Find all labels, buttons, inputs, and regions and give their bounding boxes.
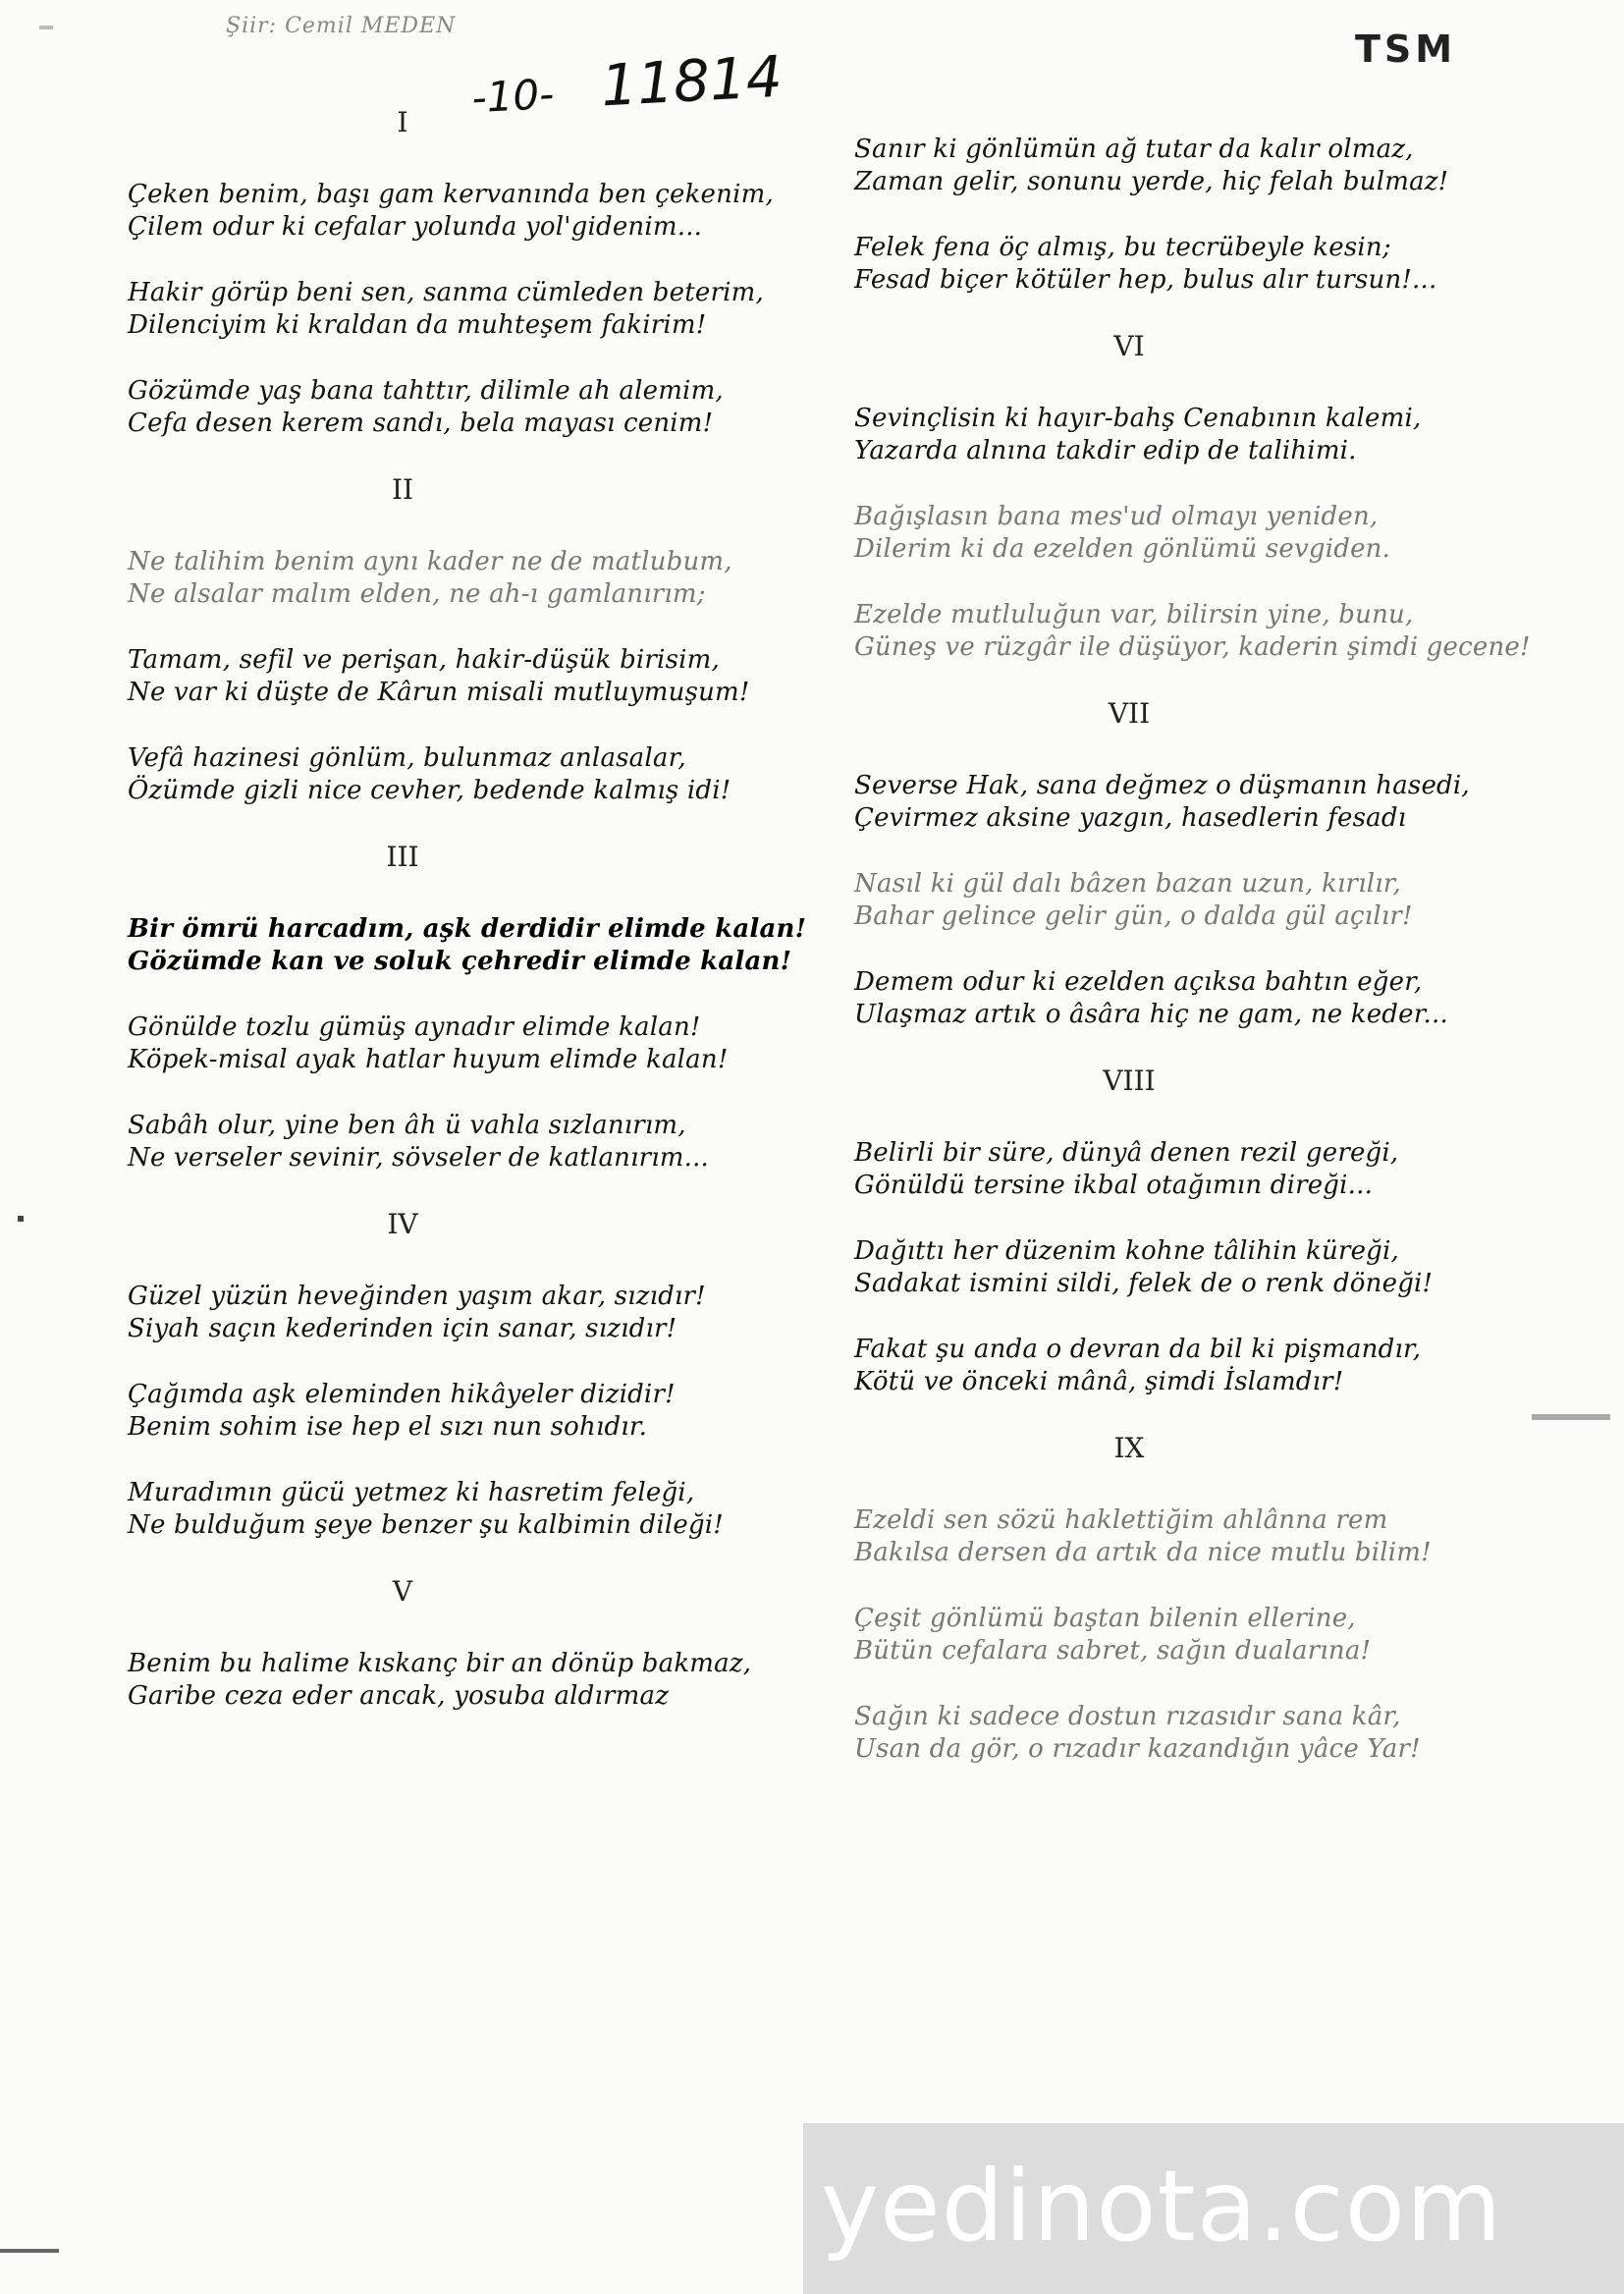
stanza bbox=[854, 1701, 1421, 1766]
left-column bbox=[128, 98, 807, 1746]
stanza bbox=[128, 1477, 724, 1542]
poem-section bbox=[128, 841, 807, 1174]
right-column bbox=[854, 98, 1531, 1799]
stanza bbox=[128, 546, 732, 611]
stanza bbox=[854, 868, 1413, 933]
verse-line: Ezelde mutluluğun var, bilirsin yine, bunu, bbox=[854, 600, 1414, 629]
handwritten-page-number: -10- bbox=[470, 69, 556, 123]
verse-line: Gözümde kan ve soluk çehredir elimde kalan! bbox=[128, 947, 792, 976]
section-numeral: VII bbox=[1108, 697, 1151, 730]
verse-line: Ne alsalar malım elden, ne ah-ı gamlanırım; bbox=[128, 579, 706, 609]
verse-line: Ne verseler sevinir, sövseler de katlanırım... bbox=[128, 1143, 710, 1173]
stanza bbox=[854, 232, 1437, 297]
verse-line: Hakir görüp beni sen, sanma cümleden beterim, bbox=[128, 278, 764, 307]
verse-line: Çilem odur ki cefalar yolunda yol'gidenim... bbox=[128, 212, 703, 242]
poem-section bbox=[854, 1432, 1432, 1766]
stanza bbox=[854, 403, 1422, 467]
verse-line: Güzel yüzün heveğinden yaşım akar, sızıdır! bbox=[128, 1282, 706, 1311]
poem-section bbox=[128, 106, 774, 440]
stanza bbox=[128, 913, 807, 978]
verse-line: Nasıl ki gül dalı bâzen bazan uzun, kırılır, bbox=[854, 869, 1401, 899]
section-numeral: II bbox=[391, 473, 414, 506]
verse-line: Belirli bir süre, dünyâ denen rezil gereği, bbox=[854, 1138, 1399, 1168]
section-numeral: V bbox=[392, 1575, 413, 1608]
verse-line: Çeşit gönlümü baştan bilenin ellerine, bbox=[854, 1604, 1356, 1633]
poem-section bbox=[854, 1065, 1434, 1398]
verse-line: Benim sohim ise hep el sızı nun sohıdır. bbox=[128, 1412, 648, 1442]
poem-section bbox=[854, 98, 1449, 297]
stanza bbox=[128, 1379, 677, 1444]
verse-line: Siyah saçın kederinden için sanar, sızıdır! bbox=[128, 1314, 677, 1343]
stanza bbox=[854, 770, 1470, 835]
verse-line: Zaman gelir, sonunu yerde, hiç felah bulmaz! bbox=[854, 167, 1449, 196]
verse-line: Sevinçlisin ki hayır-bahş Cenabının kalemi, bbox=[854, 404, 1422, 433]
verse-line: Dağıttı her düzenim kohne tâlihin küreği, bbox=[854, 1236, 1399, 1266]
stanza bbox=[128, 375, 724, 440]
verse-line: Severse Hak, sana değmez o düşmanın hasedi, bbox=[854, 771, 1470, 800]
stanza bbox=[128, 1011, 729, 1076]
verse-line: Çevirmez aksine yazgın, hasedlerin fesadı bbox=[854, 803, 1407, 833]
verse-line: Cefa desen kerem sandı, bela mayası cenim! bbox=[128, 409, 714, 438]
verse-line: Usan da gör, o rızadır kazandığın yâce Yar! bbox=[854, 1734, 1421, 1764]
verse-line: Vefâ hazinesi gönlüm, bulunmaz anlasalar, bbox=[128, 743, 686, 773]
stanza bbox=[128, 277, 764, 342]
section-numeral: VI bbox=[1113, 330, 1145, 362]
verse-line: Garibe ceza eder ancak, yosuba aldırmaz bbox=[128, 1681, 670, 1711]
verse-line: Gözümde yaş bana tahttır, dilimle ah alemim, bbox=[128, 376, 724, 406]
stanza bbox=[854, 1235, 1434, 1300]
verse-line: Ulaşmaz artık o âsâra hiç ne gam, ne keder... bbox=[854, 1000, 1448, 1029]
stanza bbox=[128, 1281, 706, 1345]
stanza bbox=[854, 1334, 1422, 1398]
verse-line: Fakat şu anda o devran da bil ki pişmandır, bbox=[854, 1335, 1422, 1364]
verse-line: Fesad biçer kötüler hep, bulus alır tursun!... bbox=[854, 265, 1437, 295]
header-code: TSM bbox=[1355, 27, 1457, 71]
verse-line: Felek fena öç almış, bu tecrübeyle kesin; bbox=[854, 233, 1391, 262]
poem-section bbox=[854, 330, 1531, 664]
poem-section bbox=[128, 1575, 752, 1713]
watermark-text: yedinota.com bbox=[821, 2149, 1503, 2264]
poem-section bbox=[854, 697, 1470, 1031]
verse-line: Köpek-misal ayak hatlar huyum elimde kalan! bbox=[128, 1045, 729, 1074]
stanza bbox=[128, 644, 750, 709]
stanza bbox=[854, 599, 1531, 664]
verse-line: Ne talihim benim aynı kader ne de matlubum, bbox=[128, 547, 732, 576]
stanza bbox=[854, 1603, 1404, 1667]
header-author: Şiir: Cemil MEDEN bbox=[226, 14, 457, 38]
stanza bbox=[854, 1504, 1432, 1569]
verse-line: Ezeldi sen sözü haklettiğim ahlânna rem bbox=[854, 1505, 1388, 1535]
verse-line: Ne bulduğum şeye benzer şu kalbimin dileği! bbox=[128, 1510, 724, 1540]
verse-line: Gönüldü tersine ikbal otağımın direği... bbox=[854, 1171, 1374, 1200]
stanza bbox=[854, 1137, 1404, 1202]
section-numeral: VIII bbox=[1103, 1065, 1156, 1097]
verse-line: Yazarda alnına takdir edip de talihimi. bbox=[854, 436, 1357, 465]
stanza bbox=[128, 742, 731, 807]
verse-line: Sağın ki sadece dostun rızasıdır sana kâr, bbox=[854, 1702, 1401, 1731]
stanza bbox=[854, 134, 1449, 198]
verse-line: Bahar gelince gelir gün, o dalda gül açılır! bbox=[854, 901, 1413, 931]
verse-line: Muradımın gücü yetmez ki hasretim feleği, bbox=[128, 1478, 695, 1507]
verse-line: Güneş ve rüzgâr ile düşüyor, kaderin şimdi gecene! bbox=[854, 632, 1531, 662]
stanza bbox=[128, 179, 774, 244]
verse-line: Dilerim ki da ezelden gönlümü sevgiden. bbox=[854, 534, 1391, 564]
poem-section bbox=[128, 473, 750, 807]
verse-line: Sadakat ismini sildi, felek de o renk döneği! bbox=[854, 1269, 1434, 1298]
poem-section bbox=[128, 1208, 724, 1542]
verse-line: Çeken benim, başı gam kervanında ben çekenim, bbox=[128, 180, 774, 209]
stanza bbox=[854, 501, 1404, 566]
verse-line: Çağımda aşk eleminden hikâyeler dizidir! bbox=[128, 1380, 676, 1409]
verse-line: Gönülde tozlu gümüş aynadır elimde kalan! bbox=[128, 1012, 701, 1042]
verse-line: Sabâh olur, yine ben âh ü vahla sızlanırım, bbox=[128, 1111, 686, 1140]
section-numeral: IX bbox=[1113, 1432, 1145, 1464]
verse-line: Demem odur ki ezelden açıksa bahtın eğer, bbox=[854, 967, 1423, 997]
stanza bbox=[128, 1648, 752, 1713]
verse-line: Sanır ki gönlümün ağ tutar da kalır olmaz, bbox=[854, 135, 1414, 164]
verse-line: Benim bu halime kıskanç bir an dönüp bakmaz, bbox=[128, 1649, 752, 1678]
verse-line: Bağışlasın bana mes'ud olmayı yeniden, bbox=[854, 502, 1379, 531]
stanza bbox=[128, 1110, 710, 1174]
verse-line: Kötü ve önceki mânâ, şimdi İslamdır! bbox=[854, 1367, 1344, 1396]
verse-line: Özümde gizli nice cevher, bedende kalmış idi! bbox=[128, 776, 731, 805]
section-numeral: IV bbox=[387, 1208, 418, 1240]
stanza bbox=[854, 966, 1448, 1031]
verse-line: Bakılsa dersen da artık da nice mutlu bilim! bbox=[854, 1538, 1432, 1567]
section-numeral: III bbox=[386, 841, 419, 873]
section-numeral bbox=[854, 98, 1404, 134]
verse-line: Dilenciyim ki kraldan da muhteşem fakirim! bbox=[128, 310, 707, 340]
verse-line: Ne var ki düşte de Kârun misali mutluymuşum! bbox=[128, 678, 750, 707]
section-numeral: I bbox=[397, 106, 408, 138]
verse-line: Bir ömrü harcadım, aşk derdidir elimde kalan! bbox=[128, 914, 807, 944]
handwritten-code: 11814 bbox=[599, 42, 785, 120]
verse-line: Bütün cefalara sabret, sağın dualarına! bbox=[854, 1636, 1372, 1666]
watermark bbox=[803, 2123, 1624, 2294]
verse-line: Tamam, sefil ve perişan, hakir-düşük birisim, bbox=[128, 645, 720, 675]
